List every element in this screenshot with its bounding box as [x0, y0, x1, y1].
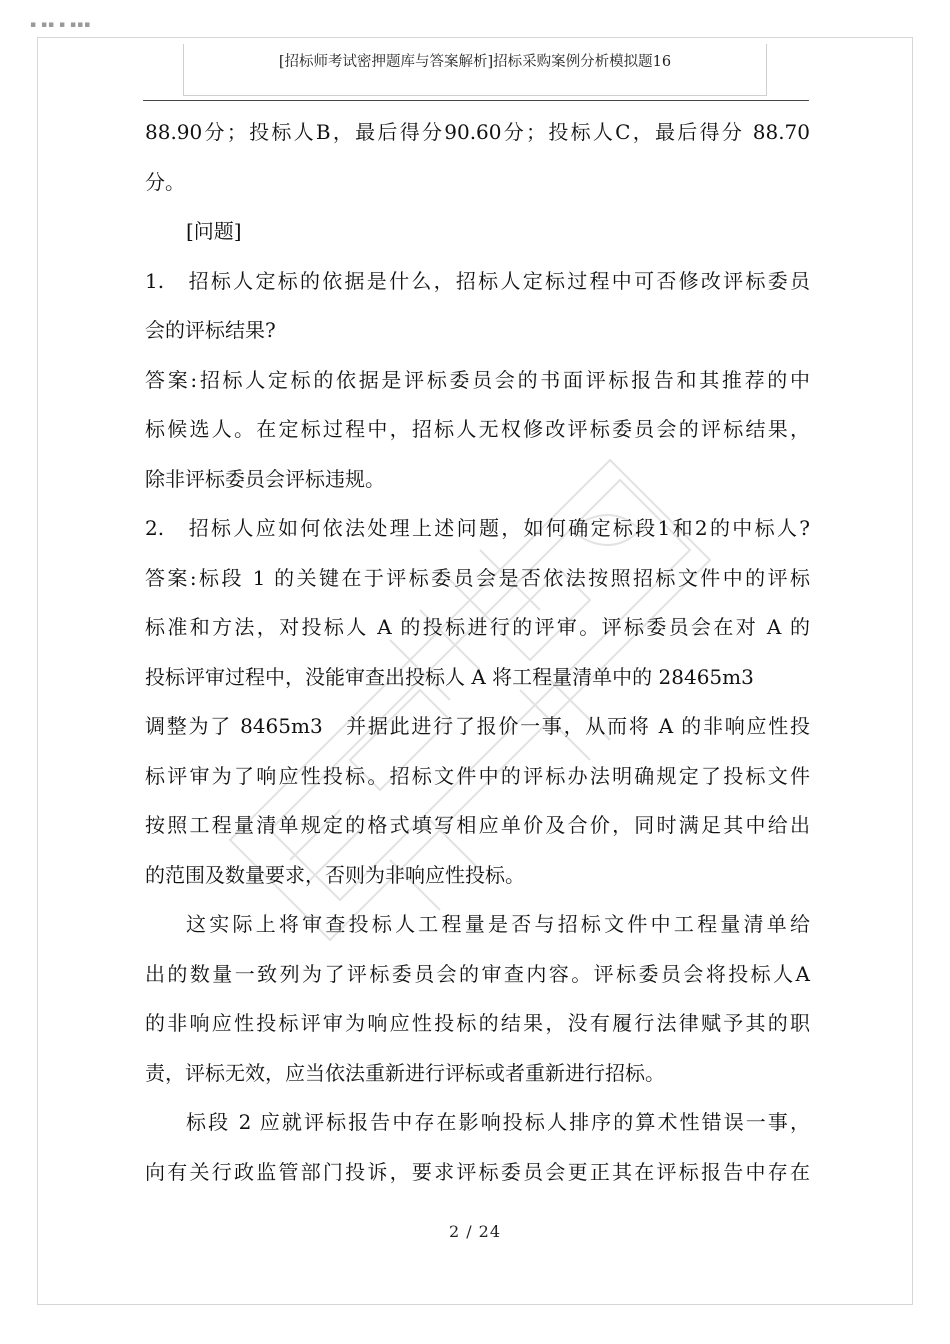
paragraph-line: 标段 2 应就评标报告中存在影响投标人排序的算术性错误一事，: [186, 1110, 810, 1134]
page-number: 2 / 24: [448, 1222, 502, 1241]
answer-2-cont: 调整为了 8465m3 并据此进行了报价一事，从而将 A 的非响应性投: [145, 714, 810, 738]
corner-mark: ▪ ▪▪ ▪ ▪▪▪: [30, 20, 92, 30]
answer-2-cont: 的范围及数量要求，否则为非响应性投标。: [145, 862, 525, 887]
paragraph-line: 出的数量一致列为了评标委员会的审查内容。评标委员会将投标人A: [145, 961, 810, 986]
question-2: 2. 招标人应如何依法处理上述问题，如何确定标段1和2的中标人?: [145, 516, 810, 540]
question-1: 1. 招标人定标的依据是什么，招标人定标过程中可否修改评标委员: [145, 268, 810, 293]
answer-2-cont: 标准和方法，对投标人 A 的投标进行的评审。评标委员会在对 A 的: [145, 615, 810, 639]
body-line: 分。: [145, 169, 185, 194]
answer-2: 答案:标段 1 的关键在于评标委员会是否依法按照招标文件中的评标: [145, 565, 810, 590]
body-line: 88.90分；投标人B，最后得分90.60分；投标人C，最后得分 88.70: [145, 120, 810, 144]
question-heading: [问题]: [186, 219, 242, 243]
paragraph-line: 向有关行政监管部门投诉，要求评标委员会更正其在评标报告中存在: [145, 1159, 810, 1184]
document-body: [145, 108, 810, 1197]
paragraph-line: 的非响应性投标评审为响应性投标的结果，没有履行法律赋予其的职: [145, 1011, 810, 1035]
page-header-title: [招标师考试密押题库与答案解析]招标采购案例分析模拟题16: [278, 54, 672, 70]
answer-2-cont: 按照工程量清单规定的格式填写相应单价及合价，同时满足其中给出: [145, 813, 810, 837]
answer-1-cont: 标候选人。在定标过程中，招标人无权修改评标委员会的评标结果，: [145, 417, 810, 441]
paragraph-line: 责，评标无效，应当依法重新进行评标或者重新进行招标。: [145, 1060, 665, 1085]
answer-1-end: 除非评标委员会评标违规。: [145, 466, 385, 491]
answer-1: 答案:招标人定标的依据是评标委员会的书面评标报告和其推荐的中: [145, 367, 810, 392]
answer-2-cont: 标评审为了响应性投标。招标文件中的评标办法明确规定了投标文件: [145, 763, 810, 788]
paragraph-line: 这实际上将审查投标人工程量是否与招标文件中工程量清单给: [186, 912, 810, 936]
answer-2-cont: 投标评审过程中，没能审查出投标人 A 将工程量清单中的 28465m3: [145, 664, 754, 689]
question-1-cont: 会的评标结果?: [145, 318, 276, 342]
header-divider: [143, 100, 809, 101]
